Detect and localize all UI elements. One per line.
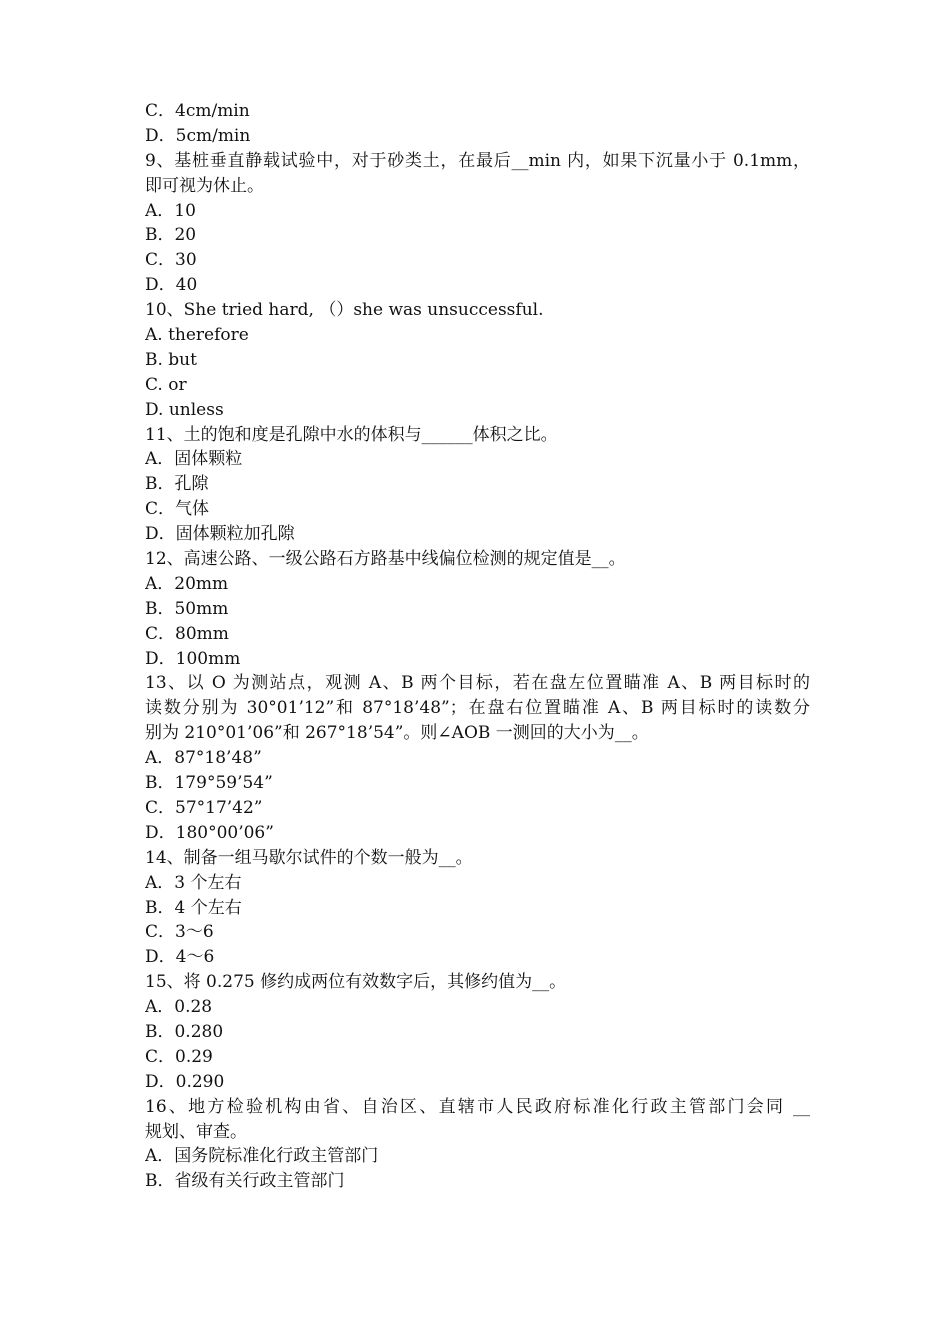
option-line: D．40 (145, 275, 198, 296)
question-stem-line: 13、以 O 为测站点，观测 A、B 两个目标，若在盘左位置瞄准 A、B 两目标时的 (145, 673, 810, 694)
question-stem-line: 9、基桩垂直静载试验中，对于砂类土，在最后__min 内，如果下沉量小于 0.1mm， (145, 150, 810, 171)
option-line: D．0.290 (145, 1071, 225, 1092)
option-line: B．0.280 (145, 1021, 224, 1042)
option-line: C．57°17’42” (145, 797, 263, 818)
option-line: A. therefore (145, 325, 249, 346)
option-line: C．30 (145, 250, 197, 271)
question-10 (145, 298, 810, 422)
option-line: B．4 个左右 (145, 897, 242, 918)
question-stem-line: 10、She tried hard, （）she was unsuccessful. (145, 300, 544, 321)
option-line: B. but (145, 349, 197, 370)
option-line: A．固体颗粒 (145, 449, 243, 470)
question-stem-line: 读数分别为 30°01’12”和 87°18’48”；在盘右位置瞄准 A、B 两目标时的读数分 (145, 698, 810, 719)
question-stem-line: 规划、审查。 (145, 1121, 247, 1142)
option-line: C．80mm (145, 623, 229, 644)
option-line: A．0.28 (145, 997, 213, 1018)
question-stem-line: 别为 210°01’06”和 267°18’54”。则∠AOB 一测回的大小为__。 (145, 723, 649, 744)
question-14 (145, 846, 810, 970)
question-15 (145, 970, 810, 1094)
question-13 (145, 671, 810, 845)
question-stem-line: 12、高速公路、一级公路石方路基中线偏位检测的规定值是__。 (145, 549, 626, 570)
option-line: A．20mm (145, 573, 229, 594)
option-line: A．国务院标准化行政主管部门 (145, 1146, 379, 1167)
option-line: D．4～6 (145, 947, 215, 968)
option-line: A．87°18’48” (145, 748, 262, 769)
question-12 (145, 547, 810, 671)
option-line: B．179°59’54” (145, 773, 273, 794)
option-line: B．50mm (145, 598, 229, 619)
option-line: B．省级有关行政主管部门 (145, 1171, 345, 1192)
question-stem-line: 11、土的饱和度是孔隙中水的体积与______体积之比。 (145, 424, 558, 445)
option-line: C．4cm/min (145, 101, 250, 121)
question-11 (145, 423, 810, 547)
question-9 (145, 149, 810, 298)
question-16 (145, 1095, 810, 1195)
question-stem-line: 15、将 0.275 修约成两位有效数字后，其修约值为__。 (145, 972, 567, 993)
option-line: D．100mm (145, 648, 241, 669)
option-line: B．孔隙 (145, 474, 209, 495)
option-line: A．10 (145, 200, 196, 221)
option-line: D．5cm/min (145, 125, 251, 146)
question-stem-line: 即可视为休止。 (145, 175, 264, 196)
option-line: D. unless (145, 399, 224, 420)
option-line: D．180°00’06” (145, 822, 274, 843)
option-line: C．0.29 (145, 1046, 213, 1067)
option-line: B．20 (145, 225, 197, 246)
option-line: C．3～6 (145, 922, 214, 943)
document-page (145, 99, 810, 1194)
option-line: A．3 个左右 (145, 872, 242, 893)
question-stem-line: 14、制备一组马歇尔试件的个数一般为__。 (145, 847, 473, 868)
option-line: C．气体 (145, 499, 210, 520)
question-stem-line: 16、地方检验机构由省、自治区、直辖市人民政府标准化行政主管部门会同 __ (145, 1096, 810, 1117)
option-line: C. or (145, 374, 187, 395)
option-line: D．固体颗粒加孔隙 (145, 524, 295, 545)
